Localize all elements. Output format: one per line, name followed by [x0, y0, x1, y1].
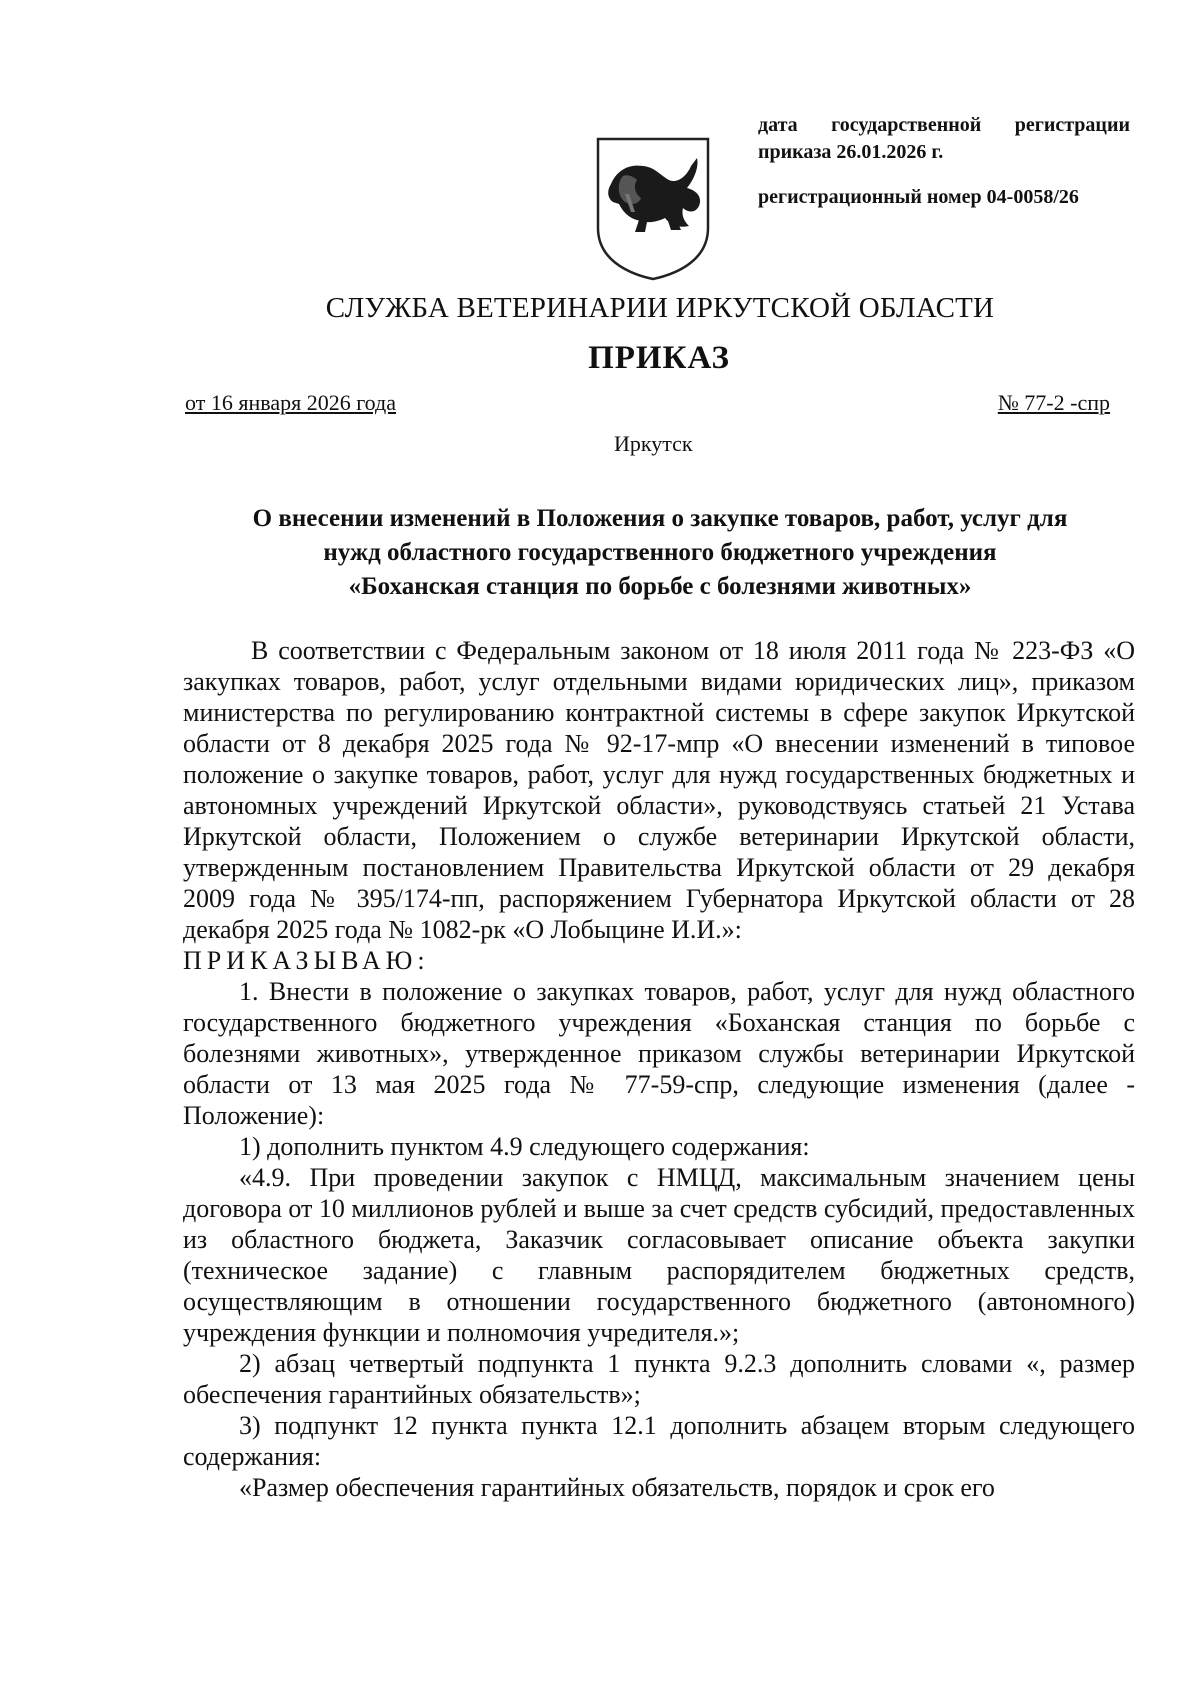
order-item-1: 1. Внести в положение о закупках товаров, работ, услуг для нужд областного государственного бюджетного учреждения «Боханская станция по борьбе с болезнями животных», утвержденное приказом службы ветеринарии Иркутской области от 13 мая 2025 года № 77-59-спр, следующие изменения (далее - Положение):: [183, 977, 1135, 1130]
registration-date: приказа 26.01.2026 г.: [758, 141, 944, 163]
subject-line: «Боханская станция по борьбе с болезнями животных»: [348, 573, 972, 600]
registration-date-label: дата государственной регистрации: [758, 114, 1130, 136]
sub-item-3: 3) подпункт 12 пункта пункта 12.1 дополнить абзацем вторым следующего содержания:: [183, 1411, 1135, 1471]
document-date: от 16 января 2026 года: [185, 390, 396, 415]
subject-line: нужд областного государственного бюджетного учреждения: [323, 539, 997, 566]
quote-paragraph: «4.9. При проведении закупок с НМЦД, максимальным значением цены договора от 10 миллионов рублей и выше за счет средств субсидий, предоставленных из областного бюджета, Заказчик согласовывает описание объекта закупки (техническое задание) с главным распорядителем бюджетных средств, осуществляющим в отношении государственного бюджетного (автономного) учреждения функции и полномочия учредителя.»;: [183, 1163, 1135, 1347]
sub-item-1: 1) дополнить пунктом 4.9 следующего содержания:: [239, 1132, 810, 1161]
document-type: ПРИКАЗ: [588, 340, 730, 376]
organization-name: СЛУЖБА ВЕТЕРИНАРИИ ИРКУТСКОЙ ОБЛАСТИ: [325, 292, 995, 324]
preamble-paragraph: В соответствии с Федеральным законом от 18 июля 2011 года № 223-ФЗ «О закупках товаров, работ, услуг отдельными видами юридических лиц», приказом министерства по регулированию контрактной системы в сфере закупок Иркутской области от 8 декабря 2025 года № 92-17-мпр «О внесении изменений в типовое положение о закупке товаров, работ, услуг для нужд государственных бюджетных и автономных учреждений Иркутской области», руководствуясь статьей 21 Устава Иркутской области, Положением о службе ветеринарии Иркутской области, утвержденным постановлением Правительства Иркутской области от 29 декабря 2009 года № 395/174-пп, распоряжением Губернатора Иркутской области от 28 декабря 2025 года № 1082-рк «О Лобыцине И.И.»:: [183, 636, 1135, 944]
irkutsk-coat-of-arms-icon: [595, 136, 711, 282]
sub-item-2: 2) абзац четвертый подпункта 1 пункта 9.2.3 дополнить словами «, размер обеспечения гарантийных обязательств»;: [183, 1349, 1135, 1409]
subject-line: О внесении изменений в Положения о закупке товаров, работ, услуг для: [252, 505, 1068, 532]
registration-block: [758, 112, 1130, 211]
registration-number: регистрационный номер 04-0058/26: [758, 186, 1079, 208]
order-word: ПРИКАЗЫВАЮ:: [183, 946, 430, 975]
document-number: № 77-2 -спр: [997, 390, 1110, 415]
document-body: [183, 635, 1135, 1503]
quote-paragraph: «Размер обеспечения гарантийных обязательств, порядок и срок его: [239, 1473, 995, 1502]
document-subject: [180, 502, 1140, 604]
document-city: Иркутск: [614, 431, 693, 456]
